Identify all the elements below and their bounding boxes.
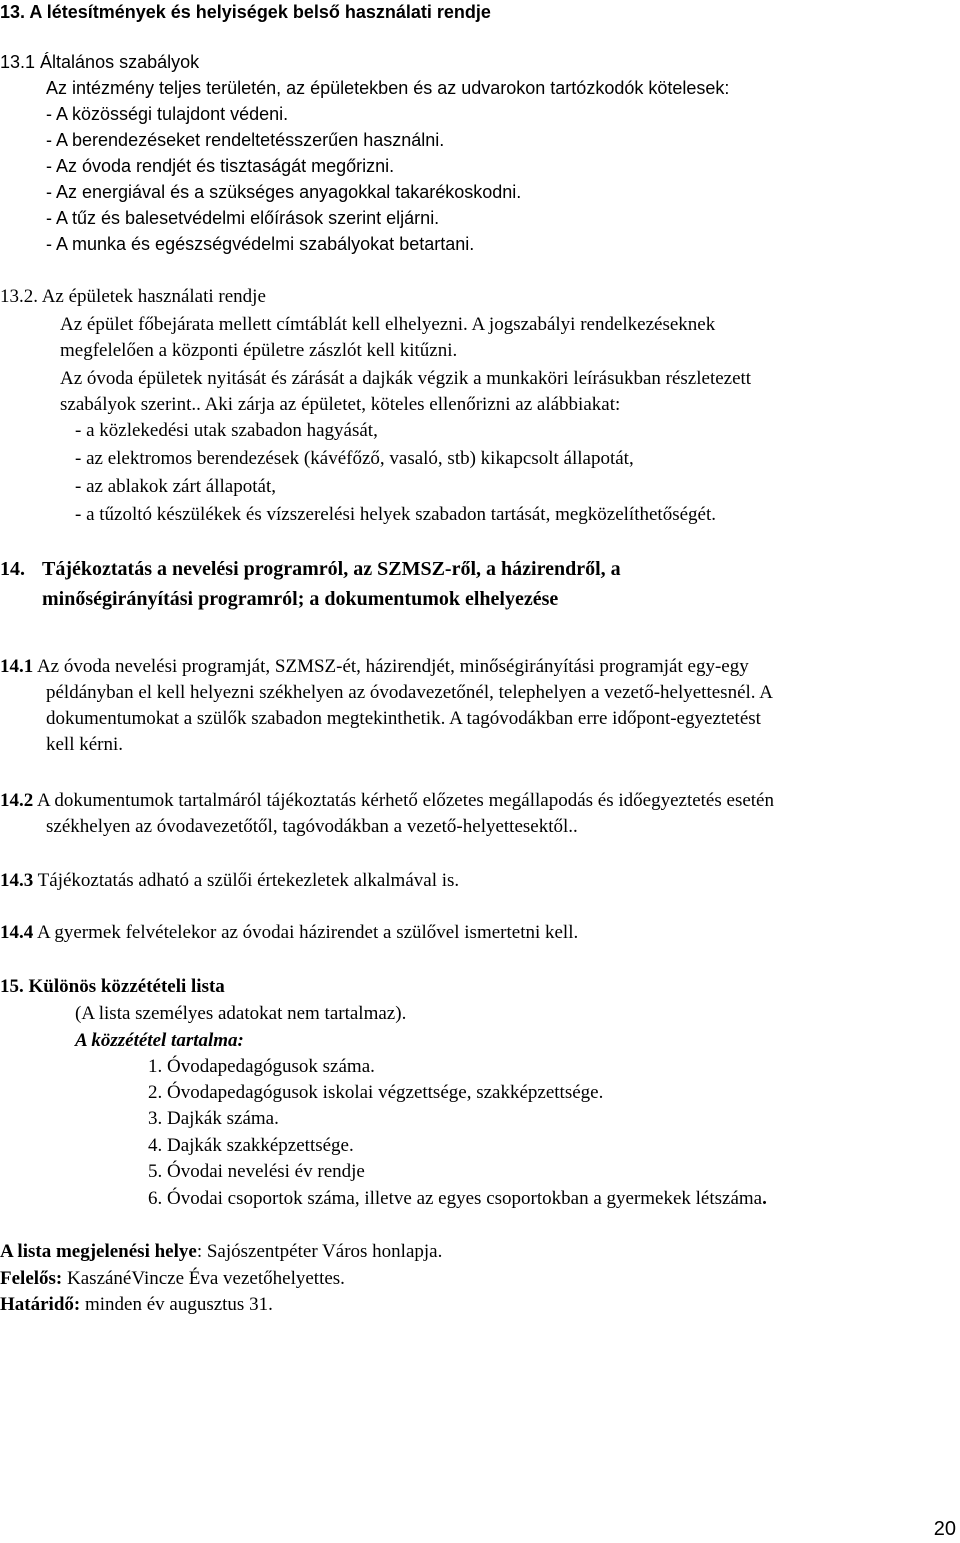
- section-13-1-intro: Az intézmény teljes területén, az épületekben és az udvarokon tartózkodók kötelesek:: [46, 78, 730, 98]
- list-item-text: 6. Óvodai csoportok száma, illetve az egyes csoportokban a gyermekek létszáma: [148, 1188, 763, 1209]
- paragraph-text: A gyermek felvételekor az óvodai házirendet a szülővel ismertetni kell.: [33, 922, 579, 943]
- content-label: A közzététel tartalma:: [75, 1030, 244, 1051]
- list-item: 3. Dajkák száma.: [148, 1108, 279, 1129]
- list-item: [148, 1188, 767, 1210]
- list-item: 4. Dajkák szakképzettsége.: [148, 1135, 354, 1156]
- section-13-2-title: Az épületek használati rendje: [38, 286, 266, 307]
- paragraph-14-1: [0, 656, 749, 678]
- section-number: 13.2.: [0, 286, 38, 307]
- rule-item: - A tűz és balesetvédelmi előírások szerint eljárni.: [46, 208, 440, 228]
- paragraph-number: 14.3: [0, 870, 34, 891]
- paragraph-line: Az épület főbejárata mellett címtáblát kell elhelyezni. A jogszabályi rendelkezéseknek: [60, 314, 716, 335]
- section-14-title-line-2: minőségirányítási programról; a dokumentumok elhelyezése: [42, 588, 559, 610]
- paragraph-number: 14.1: [0, 656, 34, 677]
- paragraph-line: kell kérni.: [46, 734, 124, 755]
- paragraph-line: szabályok szerint.. Aki zárja az épületet, köteles ellenőrizni az alábbiakat:: [60, 394, 621, 415]
- check-item: - a tűzoltó készülékek és vízszerelési helyek szabadon tartását, megközelíthetőségét.: [75, 504, 716, 525]
- paragraph-line: székhelyen az óvodavezetőtől, tagóvodákban a vezető-helyettesektől..: [46, 816, 578, 837]
- rule-item: - A berendezéseket rendeltetésszerűen használni.: [46, 130, 445, 150]
- paragraph-line: dokumentumokat a szülők szabadon megtekinthetik. A tagóvodákban erre időpont-egyeztetést: [46, 708, 761, 729]
- paragraph-line: Az óvoda nevelési programját, SZMSZ-ét, házirendjét, minőségirányítási programját egy-egy: [33, 656, 749, 677]
- rule-item: - Az energiával és a szükséges anyagokkal takarékoskodni.: [46, 182, 522, 202]
- paragraph-line: megfelelően a központi épületre zászlót kell kitűzni.: [60, 340, 458, 361]
- paragraph-line: példányban el kell helyezni székhelyen az óvodavezetőnél, telephelyen a vezető-helyettesnél. A: [46, 682, 773, 703]
- rule-item: - Az óvoda rendjét és tisztaságát megőrizni.: [46, 156, 395, 176]
- section-13-title: 13. A létesítmények és helyiségek belső használati rendje: [0, 2, 491, 22]
- paragraph-number: 14.2: [0, 790, 34, 811]
- list-location: [0, 1241, 442, 1263]
- list-item: 2. Óvodapedagógusok iskolai végzettsége, szakképzettsége.: [148, 1082, 604, 1103]
- footer-value: KaszánéVincze Éva vezetőhelyettes.: [62, 1268, 345, 1289]
- paragraph-line: Az óvoda épületek nyitását és zárását a dajkák végzik a munkaköri leírásukban részletezett: [60, 368, 752, 389]
- footer-label: A lista megjelenési helye: [0, 1241, 197, 1262]
- list-item-period: .: [762, 1188, 767, 1209]
- section-15-title: 15. Különös közzétételi lista: [0, 976, 225, 997]
- list-item: 5. Óvodai nevelési év rendje: [148, 1161, 365, 1182]
- rule-item: - A munka és egészségvédelmi szabályokat betartani.: [46, 234, 475, 254]
- footer-label: Határidő:: [0, 1294, 81, 1315]
- section-number: 14.: [0, 558, 25, 580]
- deadline: [0, 1294, 273, 1316]
- check-item: - az elektromos berendezések (kávéfőző, vasaló, stb) kikapcsolt állapotát,: [75, 448, 634, 469]
- paragraph-14-4: [0, 922, 578, 944]
- section-13-2-heading: [0, 286, 266, 308]
- footer-value: minden év augusztus 31.: [80, 1294, 273, 1315]
- paragraph-number: 14.4: [0, 922, 34, 943]
- page-number: 20: [933, 1518, 956, 1540]
- footer-value: : Sajószentpéter Város honlapja.: [196, 1241, 443, 1262]
- paragraph-14-2: [0, 790, 774, 812]
- check-item: - a közlekedési utak szabadon hagyását,: [75, 420, 378, 441]
- section-13-1-heading: 13.1 Általános szabályok: [0, 52, 200, 72]
- responsible-person: [0, 1268, 345, 1290]
- section-15-note: (A lista személyes adatokat nem tartalmaz).: [75, 1003, 407, 1024]
- rule-item: - A közösségi tulajdont védeni.: [46, 104, 289, 124]
- paragraph-line: A dokumentumok tartalmáról tájékoztatás kérhető előzetes megállapodás és időegyeztetés esetén: [33, 790, 774, 811]
- paragraph-14-3: [0, 870, 459, 892]
- list-item: 1. Óvodapedagógusok száma.: [148, 1056, 375, 1077]
- footer-label: Felelős:: [0, 1268, 63, 1289]
- section-14-title: [0, 558, 621, 581]
- title-line: Tájékoztatás a nevelési programról, az SZMSZ-ről, a házirendről, a: [42, 558, 621, 580]
- check-item: - az ablakok zárt állapotát,: [75, 476, 276, 497]
- paragraph-text: Tájékoztatás adható a szülői értekezletek alkalmával is.: [33, 870, 460, 891]
